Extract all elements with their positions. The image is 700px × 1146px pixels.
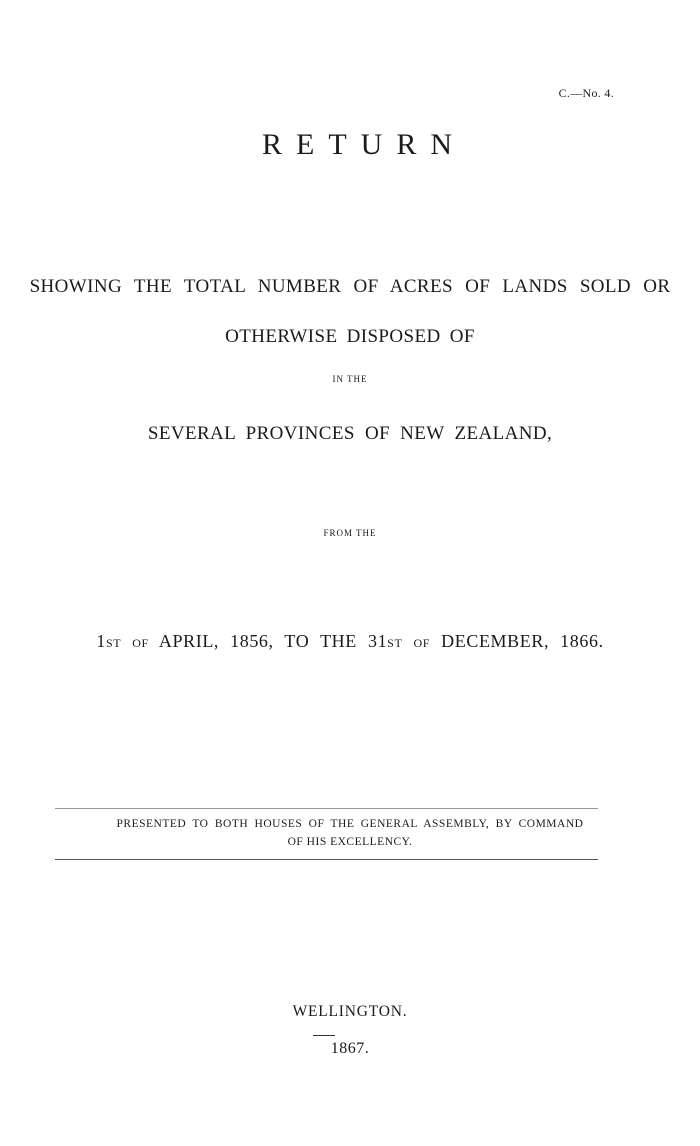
imprint-city: WELLINGTON. <box>292 1003 408 1020</box>
document-reference: C.—No. 4. <box>558 86 614 100</box>
subtitle-line-2: OTHERWISE DISPOSED OF <box>225 326 475 347</box>
start-month-year: APRIL, 1856, <box>158 631 274 651</box>
imprint-year: 1867. <box>330 1040 370 1057</box>
start-day: 1 <box>96 631 106 651</box>
imprint-short-rule <box>313 1035 335 1036</box>
date-range-line <box>0 631 700 652</box>
start-day-suffix: ST <box>105 636 122 650</box>
of-word-1: OF <box>132 636 149 650</box>
subtitle-connector-from-the: FROM THE <box>323 528 377 538</box>
document-title: RETURN <box>262 128 466 161</box>
subtitle-connector-in-the: IN THE <box>332 374 368 384</box>
presentation-line-2: OF HIS EXCELLENCY. <box>287 836 413 848</box>
presentation-line-1: PRESENTED TO BOTH HOUSES OF THE GENERAL ASSEMBLY, BY COMMAND <box>116 818 584 830</box>
top-divider <box>55 808 598 809</box>
subtitle-line-1: SHOWING THE TOTAL NUMBER OF ACRES OF LANDS SOLD OR <box>29 276 671 297</box>
to-the-word: TO THE <box>284 631 357 651</box>
end-month-year: DECEMBER, 1866. <box>441 631 604 651</box>
subtitle-line-provinces: SEVERAL PROVINCES OF NEW ZEALAND, <box>147 423 553 444</box>
of-word-2: OF <box>413 636 431 650</box>
end-day-suffix: ST <box>387 636 403 650</box>
bottom-divider <box>55 859 598 860</box>
end-day: 31 <box>367 631 388 651</box>
